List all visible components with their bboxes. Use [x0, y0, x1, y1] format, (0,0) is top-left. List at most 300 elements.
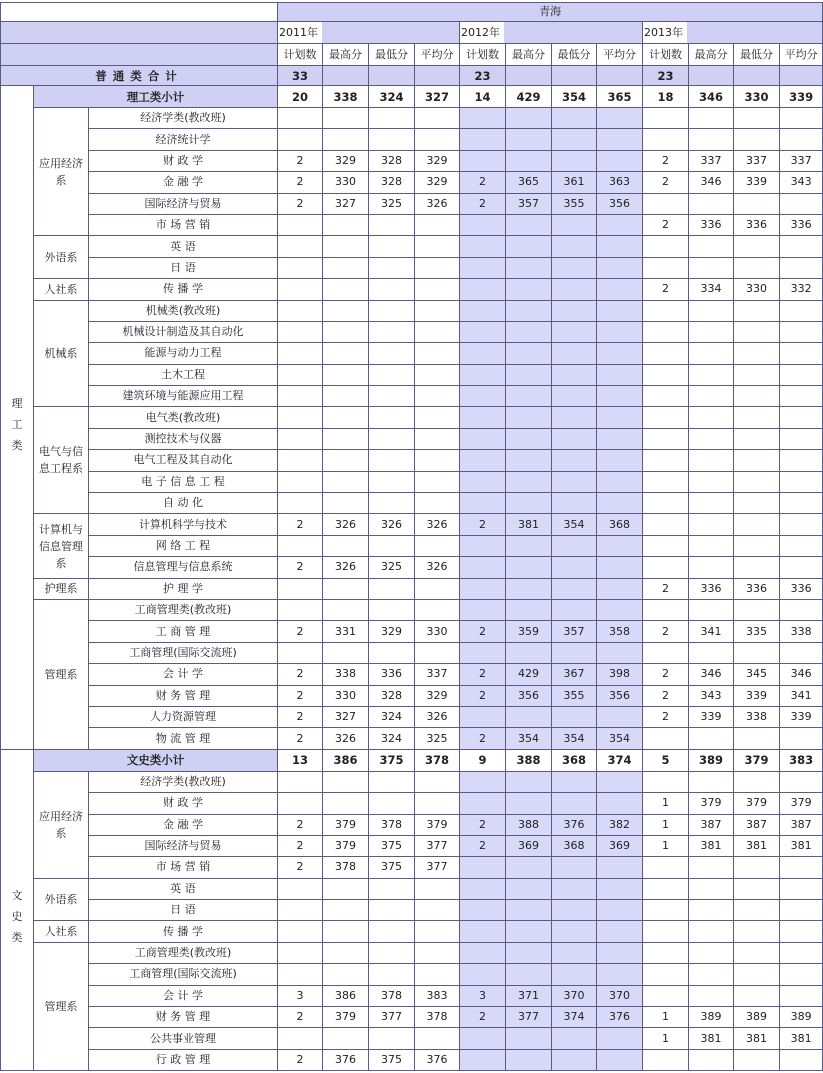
- score-cell: [506, 578, 552, 599]
- score-cell: [506, 1049, 552, 1070]
- score-cell: [369, 900, 415, 921]
- metric-header: 最高分: [506, 44, 552, 66]
- table-row: [1, 814, 823, 835]
- score-cell: [460, 300, 506, 321]
- score-cell: [415, 364, 460, 385]
- score-cell: [323, 214, 369, 235]
- score-cell: 328: [369, 685, 415, 706]
- score-cell: [460, 343, 506, 364]
- subtotal-value: 354: [552, 86, 597, 108]
- score-cell: 377: [415, 857, 460, 878]
- score-cell: [597, 900, 643, 921]
- score-cell: [552, 279, 597, 300]
- score-cell: [460, 108, 506, 129]
- score-cell: [780, 514, 823, 535]
- table-row: [1, 172, 823, 193]
- year-header-fill: [322, 22, 459, 43]
- score-cell: 1: [643, 793, 689, 814]
- score-cell: 2: [278, 1007, 323, 1028]
- subtotal-value: 330: [734, 86, 780, 108]
- score-cell: [460, 706, 506, 727]
- score-cell: [734, 193, 780, 214]
- score-cell: [780, 407, 823, 428]
- score-cell: [415, 493, 460, 514]
- score-cell: 327: [323, 706, 369, 727]
- score-cell: [643, 942, 689, 963]
- score-cell: [278, 257, 323, 278]
- category-label: 理工类: [1, 86, 34, 750]
- score-cell: [597, 108, 643, 129]
- major-name: 工商管理(国际交流班): [89, 964, 278, 985]
- score-cell: [597, 428, 643, 449]
- score-cell: [506, 793, 552, 814]
- metric-header: 最低分: [734, 44, 780, 66]
- score-cell: [734, 407, 780, 428]
- score-cell: [415, 343, 460, 364]
- table-row: [1, 193, 823, 214]
- score-cell: [552, 450, 597, 471]
- score-cell: [552, 599, 597, 620]
- score-cell: [552, 771, 597, 792]
- score-cell: [689, 108, 734, 129]
- score-cell: 2: [278, 685, 323, 706]
- score-cell: [415, 450, 460, 471]
- score-cell: 336: [689, 578, 734, 599]
- score-cell: 354: [552, 728, 597, 749]
- total-value: 23: [460, 66, 506, 86]
- score-cell: 375: [369, 1049, 415, 1070]
- score-cell: [780, 108, 823, 129]
- score-cell: 334: [689, 279, 734, 300]
- score-cell: [734, 321, 780, 342]
- score-cell: 339: [734, 172, 780, 193]
- score-cell: [323, 364, 369, 385]
- score-cell: [780, 343, 823, 364]
- score-cell: [597, 407, 643, 428]
- score-cell: [689, 193, 734, 214]
- score-cell: [643, 343, 689, 364]
- score-cell: 381: [689, 835, 734, 856]
- score-cell: [597, 321, 643, 342]
- table-row: [1, 900, 823, 921]
- score-cell: [689, 428, 734, 449]
- score-cell: [506, 343, 552, 364]
- score-cell: 338: [323, 664, 369, 685]
- score-cell: [780, 900, 823, 921]
- score-cell: [506, 493, 552, 514]
- score-cell: 381: [734, 835, 780, 856]
- score-cell: [460, 793, 506, 814]
- major-name: 人力资源管理: [89, 706, 278, 727]
- score-cell: [323, 428, 369, 449]
- score-cell: [643, 514, 689, 535]
- score-cell: [506, 964, 552, 985]
- major-name: 测控技术与仪器: [89, 428, 278, 449]
- score-cell: [689, 900, 734, 921]
- total-value: [369, 66, 415, 86]
- table-row: [1, 878, 823, 899]
- score-cell: [552, 343, 597, 364]
- table-row: [1, 685, 823, 706]
- subtotal-value: 13: [278, 749, 323, 771]
- major-name: 传 播 学: [89, 279, 278, 300]
- score-cell: [506, 706, 552, 727]
- score-cell: 330: [415, 621, 460, 642]
- department-label: 外语系: [34, 236, 89, 279]
- score-cell: [506, 407, 552, 428]
- score-cell: 381: [780, 1028, 823, 1049]
- major-name: 财 务 管 理: [89, 685, 278, 706]
- score-cell: [597, 771, 643, 792]
- score-cell: [460, 493, 506, 514]
- score-cell: [369, 343, 415, 364]
- score-cell: [278, 878, 323, 899]
- score-cell: 375: [369, 835, 415, 856]
- score-cell: [369, 535, 415, 556]
- score-cell: 2: [643, 150, 689, 171]
- score-cell: [415, 771, 460, 792]
- subtotal-value: 14: [460, 86, 506, 108]
- score-cell: [643, 407, 689, 428]
- score-cell: [323, 129, 369, 150]
- score-cell: 2: [643, 706, 689, 727]
- score-cell: 398: [597, 664, 643, 685]
- score-cell: [506, 108, 552, 129]
- score-cell: [506, 535, 552, 556]
- score-cell: 382: [597, 814, 643, 835]
- score-cell: [460, 535, 506, 556]
- score-cell: [506, 386, 552, 407]
- score-cell: [643, 129, 689, 150]
- score-cell: [689, 257, 734, 278]
- score-cell: [323, 386, 369, 407]
- score-cell: [780, 471, 823, 492]
- score-cell: [278, 771, 323, 792]
- score-cell: [506, 599, 552, 620]
- year-header: [460, 22, 643, 44]
- score-cell: [278, 900, 323, 921]
- score-cell: [597, 535, 643, 556]
- score-cell: [278, 471, 323, 492]
- score-cell: 328: [369, 150, 415, 171]
- score-cell: [323, 257, 369, 278]
- subtotal-value: 365: [597, 86, 643, 108]
- major-name: 工商管理(国际交流班): [89, 642, 278, 663]
- score-cell: [780, 450, 823, 471]
- score-cell: [323, 450, 369, 471]
- blank-header-cell: [1, 22, 278, 44]
- score-cell: 376: [552, 814, 597, 835]
- score-cell: [643, 857, 689, 878]
- major-name: 网 络 工 程: [89, 535, 278, 556]
- score-cell: [369, 236, 415, 257]
- score-cell: [323, 878, 369, 899]
- score-cell: [415, 599, 460, 620]
- score-cell: 330: [734, 279, 780, 300]
- score-cell: [597, 964, 643, 985]
- score-cell: [460, 964, 506, 985]
- score-cell: 324: [369, 706, 415, 727]
- major-name: 会 计 学: [89, 664, 278, 685]
- major-name: 财 务 管 理: [89, 1007, 278, 1028]
- score-cell: [460, 386, 506, 407]
- score-cell: [278, 108, 323, 129]
- score-cell: [323, 300, 369, 321]
- score-cell: 354: [552, 514, 597, 535]
- table-row: [1, 857, 823, 878]
- score-cell: [780, 942, 823, 963]
- score-cell: [278, 599, 323, 620]
- score-cell: [780, 493, 823, 514]
- table-row: [1, 771, 823, 792]
- score-cell: [597, 343, 643, 364]
- score-cell: [369, 129, 415, 150]
- score-cell: 378: [415, 1007, 460, 1028]
- major-name: 经济学类(教改班): [89, 771, 278, 792]
- score-cell: 2: [460, 172, 506, 193]
- score-cell: [278, 236, 323, 257]
- major-name: 工 商 管 理: [89, 621, 278, 642]
- score-cell: [643, 1049, 689, 1070]
- subtotal-value: 388: [506, 749, 552, 771]
- subtotal-value: 20: [278, 86, 323, 108]
- score-cell: 2: [460, 814, 506, 835]
- score-cell: 343: [780, 172, 823, 193]
- table-row: [1, 557, 823, 578]
- table-row: [1, 108, 823, 129]
- score-cell: 357: [506, 193, 552, 214]
- score-cell: [415, 921, 460, 942]
- score-cell: 368: [597, 514, 643, 535]
- score-cell: [415, 642, 460, 663]
- score-cell: [734, 108, 780, 129]
- score-cell: [369, 599, 415, 620]
- subtotal-label: 文史类小计: [34, 749, 278, 771]
- score-cell: [597, 942, 643, 963]
- score-cell: [415, 129, 460, 150]
- score-cell: 356: [597, 193, 643, 214]
- score-cell: [734, 942, 780, 963]
- score-cell: [460, 900, 506, 921]
- score-cell: [506, 921, 552, 942]
- score-cell: 332: [780, 279, 823, 300]
- score-cell: 2: [278, 706, 323, 727]
- total-value: [734, 66, 780, 86]
- subtotal-value: 9: [460, 749, 506, 771]
- score-cell: [506, 428, 552, 449]
- score-cell: [552, 150, 597, 171]
- major-name: 日 语: [89, 900, 278, 921]
- score-cell: 2: [278, 857, 323, 878]
- major-name: 信息管理与信息系统: [89, 557, 278, 578]
- score-cell: [506, 878, 552, 899]
- score-cell: [780, 878, 823, 899]
- score-cell: [506, 129, 552, 150]
- score-cell: 378: [323, 857, 369, 878]
- score-cell: [278, 964, 323, 985]
- score-cell: [552, 214, 597, 235]
- score-cell: [323, 407, 369, 428]
- score-cell: [552, 900, 597, 921]
- table-row: [1, 1049, 823, 1070]
- score-cell: [552, 557, 597, 578]
- score-cell: 336: [734, 214, 780, 235]
- subtotal-value: 346: [689, 86, 734, 108]
- score-cell: [643, 878, 689, 899]
- department-label: 人社系: [34, 921, 89, 942]
- major-name: 电气工程及其自动化: [89, 450, 278, 471]
- score-cell: [552, 1028, 597, 1049]
- total-value: [415, 66, 460, 86]
- score-cell: 330: [323, 685, 369, 706]
- score-cell: 356: [506, 685, 552, 706]
- score-cell: 2: [278, 557, 323, 578]
- score-cell: [689, 493, 734, 514]
- score-cell: [689, 728, 734, 749]
- subtotal-value: 374: [597, 749, 643, 771]
- subtotal-value: 386: [323, 749, 369, 771]
- major-name: 会 计 学: [89, 985, 278, 1006]
- score-cell: [278, 921, 323, 942]
- score-cell: 337: [689, 150, 734, 171]
- score-cell: [323, 771, 369, 792]
- score-cell: [323, 108, 369, 129]
- score-cell: 381: [780, 835, 823, 856]
- score-cell: [415, 257, 460, 278]
- score-cell: [689, 364, 734, 385]
- score-cell: [689, 343, 734, 364]
- score-cell: [369, 214, 415, 235]
- table-row: [1, 257, 823, 278]
- score-cell: 2: [460, 1007, 506, 1028]
- score-cell: [415, 108, 460, 129]
- score-cell: 326: [415, 514, 460, 535]
- score-cell: 368: [552, 835, 597, 856]
- score-cell: 329: [415, 685, 460, 706]
- score-cell: 329: [369, 621, 415, 642]
- table-row: [1, 386, 823, 407]
- department-label: 应用经济系: [34, 771, 89, 878]
- score-cell: [415, 578, 460, 599]
- score-cell: [323, 900, 369, 921]
- year-label: 2011年: [279, 25, 319, 39]
- metric-header: 最低分: [369, 44, 415, 66]
- department-label: 机械系: [34, 300, 89, 407]
- score-cell: [597, 642, 643, 663]
- score-cell: 355: [552, 193, 597, 214]
- table-row: [1, 642, 823, 663]
- score-cell: [460, 279, 506, 300]
- score-cell: [460, 1028, 506, 1049]
- score-cell: [597, 1049, 643, 1070]
- table-row: [1, 279, 823, 300]
- score-cell: [597, 214, 643, 235]
- score-cell: [643, 535, 689, 556]
- score-cell: [369, 257, 415, 278]
- score-cell: [278, 535, 323, 556]
- score-cell: [369, 493, 415, 514]
- score-cell: [415, 1028, 460, 1049]
- score-cell: 358: [597, 621, 643, 642]
- score-cell: 379: [415, 814, 460, 835]
- score-cell: [780, 771, 823, 792]
- score-cell: [689, 1049, 734, 1070]
- score-cell: 324: [369, 728, 415, 749]
- score-cell: [323, 535, 369, 556]
- department-label: 护理系: [34, 578, 89, 599]
- score-cell: 379: [780, 793, 823, 814]
- total-label: 普通类合计: [1, 66, 278, 86]
- score-cell: [460, 857, 506, 878]
- major-name: 公共事业管理: [89, 1028, 278, 1049]
- score-cell: [278, 321, 323, 342]
- category-label: 文史类: [1, 749, 34, 1070]
- subtotal-value: 327: [415, 86, 460, 108]
- score-cell: 1: [643, 814, 689, 835]
- score-cell: 329: [323, 150, 369, 171]
- score-cell: [460, 771, 506, 792]
- major-name: 电气类(教改班): [89, 407, 278, 428]
- score-cell: 354: [506, 728, 552, 749]
- major-name: 传 播 学: [89, 921, 278, 942]
- score-cell: 2: [643, 279, 689, 300]
- score-cell: 337: [780, 150, 823, 171]
- total-value: 33: [278, 66, 323, 86]
- score-cell: 1: [643, 835, 689, 856]
- major-name: 工商管理类(教改班): [89, 942, 278, 963]
- score-cell: [552, 706, 597, 727]
- table-row: [1, 129, 823, 150]
- score-cell: 379: [323, 1007, 369, 1028]
- score-cell: [689, 450, 734, 471]
- department-label: 计算机与信息管理系: [34, 514, 89, 578]
- score-cell: [506, 857, 552, 878]
- score-cell: 370: [597, 985, 643, 1006]
- score-cell: [460, 236, 506, 257]
- score-cell: [780, 985, 823, 1006]
- score-cell: 2: [643, 172, 689, 193]
- score-cell: [369, 942, 415, 963]
- score-cell: [506, 236, 552, 257]
- score-cell: [369, 279, 415, 300]
- score-cell: [734, 129, 780, 150]
- department-label: 人社系: [34, 279, 89, 300]
- score-cell: [552, 300, 597, 321]
- score-cell: [278, 407, 323, 428]
- table-row: [1, 364, 823, 385]
- score-cell: [689, 857, 734, 878]
- score-cell: [552, 964, 597, 985]
- score-cell: 356: [597, 685, 643, 706]
- admission-score-table: [0, 2, 823, 1071]
- score-cell: 346: [689, 664, 734, 685]
- score-cell: [552, 857, 597, 878]
- metric-header: 平均分: [597, 44, 643, 66]
- score-cell: [369, 964, 415, 985]
- score-cell: 389: [780, 1007, 823, 1028]
- score-cell: [780, 535, 823, 556]
- subtotal-value: 389: [689, 749, 734, 771]
- subtotal-label: 理工类小计: [34, 86, 278, 108]
- table-row: [1, 964, 823, 985]
- score-cell: [597, 471, 643, 492]
- score-cell: [278, 793, 323, 814]
- score-cell: [460, 321, 506, 342]
- score-cell: [506, 557, 552, 578]
- major-name: 电 子 信 息 工 程: [89, 471, 278, 492]
- score-cell: [323, 471, 369, 492]
- score-cell: [597, 129, 643, 150]
